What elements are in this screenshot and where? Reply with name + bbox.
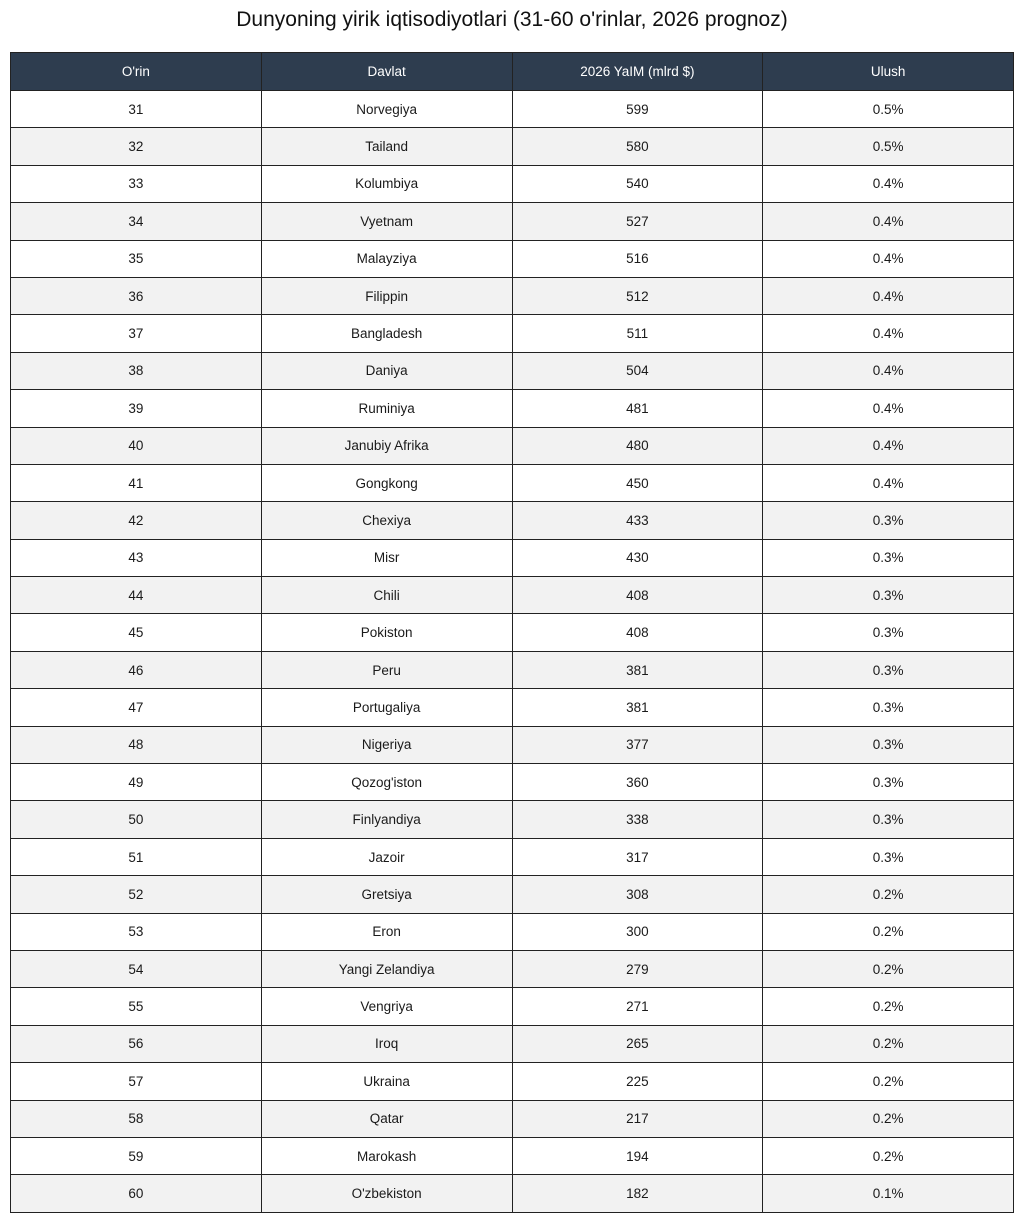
rank-cell: 35 bbox=[11, 240, 262, 277]
share-cell: 0.4% bbox=[763, 240, 1014, 277]
share-cell: 0.5% bbox=[763, 128, 1014, 165]
gdp-cell: 360 bbox=[512, 764, 763, 801]
table-row bbox=[11, 913, 1014, 950]
rank-cell: 51 bbox=[11, 838, 262, 875]
table-row bbox=[11, 726, 1014, 763]
share-cell: 0.4% bbox=[763, 203, 1014, 240]
rank-cell: 54 bbox=[11, 950, 262, 987]
gdp-cell: 217 bbox=[512, 1100, 763, 1137]
gdp-cell: 408 bbox=[512, 614, 763, 651]
column-header-country: Davlat bbox=[261, 53, 512, 91]
rank-cell: 42 bbox=[11, 502, 262, 539]
table-row bbox=[11, 838, 1014, 875]
rank-cell: 59 bbox=[11, 1137, 262, 1174]
gdp-cell: 381 bbox=[512, 651, 763, 688]
gdp-table bbox=[10, 52, 1014, 1213]
share-cell: 0.2% bbox=[763, 1025, 1014, 1062]
rank-cell: 31 bbox=[11, 91, 262, 128]
gdp-cell: 430 bbox=[512, 539, 763, 576]
table-row bbox=[11, 240, 1014, 277]
share-cell: 0.2% bbox=[763, 1063, 1014, 1100]
rank-cell: 37 bbox=[11, 315, 262, 352]
gdp-cell: 433 bbox=[512, 502, 763, 539]
gdp-cell: 271 bbox=[512, 988, 763, 1025]
table-title: Dunyoning yirik iqtisodiyotlari (31-60 o'rinlar, 2026 prognoz) bbox=[236, 8, 788, 31]
table-row bbox=[11, 203, 1014, 240]
country-cell: Peru bbox=[261, 651, 512, 688]
share-cell: 0.3% bbox=[763, 838, 1014, 875]
share-cell: 0.3% bbox=[763, 764, 1014, 801]
table-row bbox=[11, 315, 1014, 352]
table-row bbox=[11, 464, 1014, 501]
gdp-cell: 225 bbox=[512, 1063, 763, 1100]
gdp-cell: 377 bbox=[512, 726, 763, 763]
country-cell: Vengriya bbox=[261, 988, 512, 1025]
country-cell: Kolumbiya bbox=[261, 165, 512, 202]
share-cell: 0.2% bbox=[763, 950, 1014, 987]
country-cell: Tailand bbox=[261, 128, 512, 165]
country-cell: Gongkong bbox=[261, 464, 512, 501]
rank-cell: 50 bbox=[11, 801, 262, 838]
country-cell: Portugaliya bbox=[261, 689, 512, 726]
country-cell: Norvegiya bbox=[261, 91, 512, 128]
rank-cell: 32 bbox=[11, 128, 262, 165]
rank-cell: 56 bbox=[11, 1025, 262, 1062]
table-row bbox=[11, 277, 1014, 314]
share-cell: 0.5% bbox=[763, 91, 1014, 128]
table-row bbox=[11, 427, 1014, 464]
share-cell: 0.2% bbox=[763, 988, 1014, 1025]
rank-cell: 46 bbox=[11, 651, 262, 688]
gdp-cell: 308 bbox=[512, 876, 763, 913]
rank-cell: 52 bbox=[11, 876, 262, 913]
share-cell: 0.4% bbox=[763, 390, 1014, 427]
table-row bbox=[11, 1025, 1014, 1062]
country-cell: Jazoir bbox=[261, 838, 512, 875]
country-cell: Chili bbox=[261, 577, 512, 614]
country-cell: Gretsiya bbox=[261, 876, 512, 913]
country-cell: Eron bbox=[261, 913, 512, 950]
gdp-cell: 481 bbox=[512, 390, 763, 427]
rank-cell: 58 bbox=[11, 1100, 262, 1137]
country-cell: Finlyandiya bbox=[261, 801, 512, 838]
share-cell: 0.3% bbox=[763, 614, 1014, 651]
table-header-row bbox=[11, 53, 1014, 91]
gdp-cell: 504 bbox=[512, 352, 763, 389]
column-header-rank: O'rin bbox=[11, 53, 262, 91]
rank-cell: 53 bbox=[11, 913, 262, 950]
gdp-cell: 317 bbox=[512, 838, 763, 875]
table-row bbox=[11, 876, 1014, 913]
share-cell: 0.3% bbox=[763, 801, 1014, 838]
country-cell: Vyetnam bbox=[261, 203, 512, 240]
column-header-gdp: 2026 YaIM (mlrd $) bbox=[512, 53, 763, 91]
table-row bbox=[11, 988, 1014, 1025]
country-cell: Iroq bbox=[261, 1025, 512, 1062]
gdp-cell: 540 bbox=[512, 165, 763, 202]
rank-cell: 33 bbox=[11, 165, 262, 202]
share-cell: 0.3% bbox=[763, 539, 1014, 576]
gdp-cell: 512 bbox=[512, 277, 763, 314]
gdp-cell: 580 bbox=[512, 128, 763, 165]
rank-cell: 40 bbox=[11, 427, 262, 464]
gdp-cell: 408 bbox=[512, 577, 763, 614]
country-cell: Bangladesh bbox=[261, 315, 512, 352]
country-cell: Misr bbox=[261, 539, 512, 576]
gdp-cell: 381 bbox=[512, 689, 763, 726]
table-row bbox=[11, 689, 1014, 726]
rank-cell: 34 bbox=[11, 203, 262, 240]
table-row bbox=[11, 1100, 1014, 1137]
share-cell: 0.3% bbox=[763, 651, 1014, 688]
table-row bbox=[11, 352, 1014, 389]
table-row bbox=[11, 577, 1014, 614]
gdp-cell: 527 bbox=[512, 203, 763, 240]
share-cell: 0.3% bbox=[763, 577, 1014, 614]
share-cell: 0.3% bbox=[763, 726, 1014, 763]
gdp-cell: 511 bbox=[512, 315, 763, 352]
share-cell: 0.2% bbox=[763, 876, 1014, 913]
table-row bbox=[11, 91, 1014, 128]
rank-cell: 47 bbox=[11, 689, 262, 726]
gdp-cell: 182 bbox=[512, 1175, 763, 1212]
table-row bbox=[11, 128, 1014, 165]
gdp-cell: 338 bbox=[512, 801, 763, 838]
country-cell: Ruminiya bbox=[261, 390, 512, 427]
table-row bbox=[11, 950, 1014, 987]
rank-cell: 48 bbox=[11, 726, 262, 763]
rank-cell: 43 bbox=[11, 539, 262, 576]
rank-cell: 45 bbox=[11, 614, 262, 651]
share-cell: 0.4% bbox=[763, 464, 1014, 501]
table-body bbox=[11, 91, 1014, 1213]
country-cell: Daniya bbox=[261, 352, 512, 389]
share-cell: 0.3% bbox=[763, 689, 1014, 726]
gdp-cell: 300 bbox=[512, 913, 763, 950]
table-row bbox=[11, 502, 1014, 539]
table-row bbox=[11, 614, 1014, 651]
country-cell: Malayziya bbox=[261, 240, 512, 277]
gdp-cell: 599 bbox=[512, 91, 763, 128]
share-cell: 0.1% bbox=[763, 1175, 1014, 1212]
rank-cell: 55 bbox=[11, 988, 262, 1025]
gdp-cell: 516 bbox=[512, 240, 763, 277]
table-row bbox=[11, 651, 1014, 688]
country-cell: Yangi Zelandiya bbox=[261, 950, 512, 987]
share-cell: 0.2% bbox=[763, 913, 1014, 950]
share-cell: 0.2% bbox=[763, 1137, 1014, 1174]
rank-cell: 44 bbox=[11, 577, 262, 614]
rank-cell: 41 bbox=[11, 464, 262, 501]
table-row bbox=[11, 764, 1014, 801]
rank-cell: 49 bbox=[11, 764, 262, 801]
column-header-share: Ulush bbox=[763, 53, 1014, 91]
share-cell: 0.2% bbox=[763, 1100, 1014, 1137]
gdp-cell: 194 bbox=[512, 1137, 763, 1174]
rank-cell: 36 bbox=[11, 277, 262, 314]
share-cell: 0.4% bbox=[763, 427, 1014, 464]
country-cell: Qatar bbox=[261, 1100, 512, 1137]
rank-cell: 57 bbox=[11, 1063, 262, 1100]
country-cell: Filippin bbox=[261, 277, 512, 314]
table-row bbox=[11, 801, 1014, 838]
gdp-cell: 265 bbox=[512, 1025, 763, 1062]
rank-cell: 38 bbox=[11, 352, 262, 389]
share-cell: 0.3% bbox=[763, 502, 1014, 539]
share-cell: 0.4% bbox=[763, 352, 1014, 389]
rank-cell: 39 bbox=[11, 390, 262, 427]
country-cell: Nigeriya bbox=[261, 726, 512, 763]
gdp-cell: 480 bbox=[512, 427, 763, 464]
country-cell: O'zbekiston bbox=[261, 1175, 512, 1212]
country-cell: Chexiya bbox=[261, 502, 512, 539]
country-cell: Marokash bbox=[261, 1137, 512, 1174]
country-cell: Janubiy Afrika bbox=[261, 427, 512, 464]
table-row bbox=[11, 1137, 1014, 1174]
country-cell: Qozog'iston bbox=[261, 764, 512, 801]
country-cell: Pokiston bbox=[261, 614, 512, 651]
share-cell: 0.4% bbox=[763, 277, 1014, 314]
share-cell: 0.4% bbox=[763, 315, 1014, 352]
gdp-cell: 450 bbox=[512, 464, 763, 501]
table-row bbox=[11, 539, 1014, 576]
share-cell: 0.4% bbox=[763, 165, 1014, 202]
country-cell: Ukraina bbox=[261, 1063, 512, 1100]
gdp-cell: 279 bbox=[512, 950, 763, 987]
table-row bbox=[11, 390, 1014, 427]
table-row bbox=[11, 1063, 1014, 1100]
table-row bbox=[11, 165, 1014, 202]
table-row bbox=[11, 1175, 1014, 1212]
rank-cell: 60 bbox=[11, 1175, 262, 1212]
